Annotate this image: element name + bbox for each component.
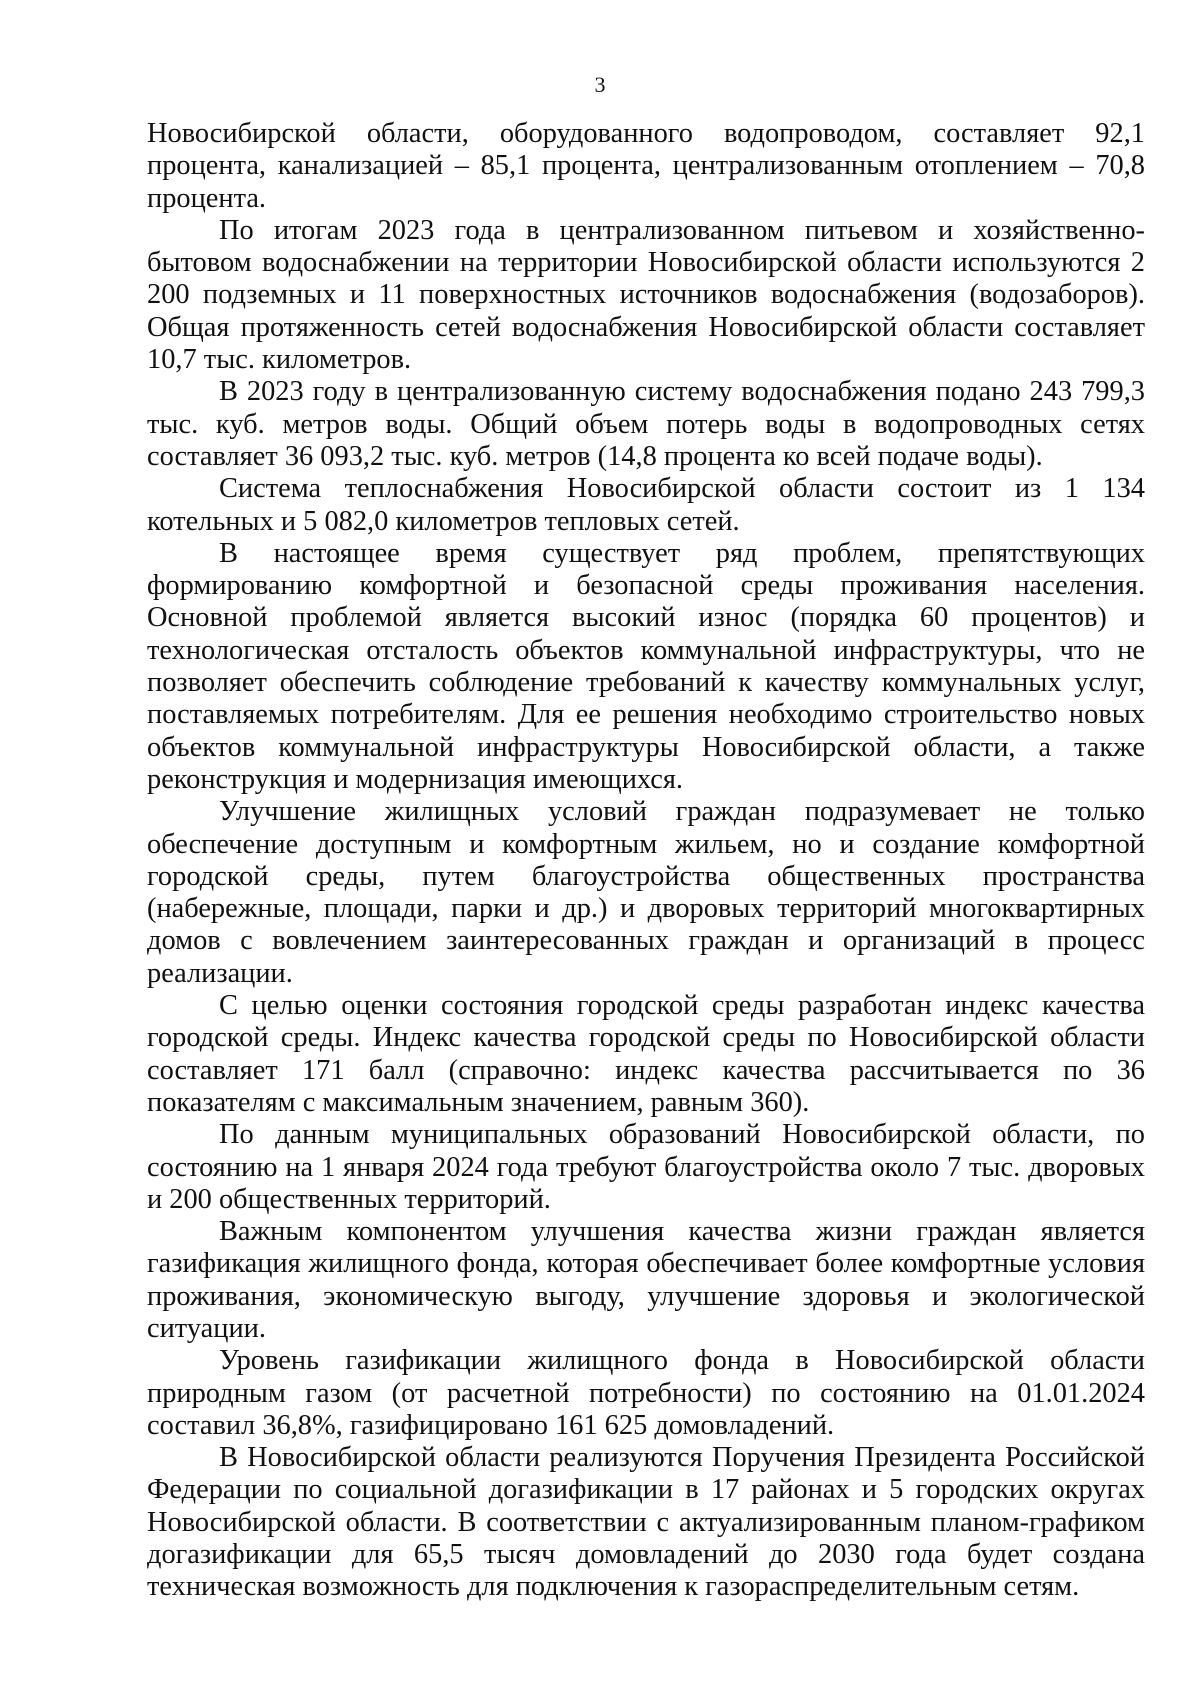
paragraph-water-supply-sources: По итогам 2023 года в централизованном питьевом и хозяйственно-бытовом водоснабжении на территории Новосибирской области используются 2 200 подземных и 11 поверхностных источников водоснабжения (водозаборов). Общая протяженность сетей водоснабжения Новосибирской области составляет 10,7 тыс. километров. <box>147 214 1145 376</box>
paragraph-urban-environment: Улучшение жилищных условий граждан подразумевает не только обеспечение доступным и комфортным жильем, но и создание комфортной городской среды, путем благоустройства общественных пространства (набережные, площади, парки и др.) и дворовых территорий многоквартирных домов с вовлечением заинтересованных граждан и организаций в процесс реализации. <box>147 796 1145 989</box>
paragraph-gasification-level: Уровень газификации жилищного фонда в Новосибирской области природным газом (от расчетной потребности) по состоянию на 01.01.2024 составил 36,8%, газифицировано 161 625 домовладений. <box>147 1345 1145 1441</box>
paragraph-territories-improvement: По данным муниципальных образований Новосибирской области, по состоянию на 1 января 2024 года требуют благоустройства около 7 тыс. дворовых и 200 общественных территорий. <box>147 1119 1145 1215</box>
paragraph-urban-quality-index: С целью оценки состояния городской среды разработан индекс качества городской среды. Индекс качества городской среды по Новосибирской области составляет 171 балл (справочно: индекс качества рассчитывается по 36 показателям с максимальным значением, равным 360). <box>147 990 1145 1118</box>
paragraph-continuation: Новосибирской области, оборудованного водопроводом, составляет 92,1 процента, канализацией – 85,1 процента, централизованным отоплением – 70,8 процента. <box>147 118 1145 214</box>
paragraph-infrastructure-problems: В настоящее время существует ряд проблем, препятствующих формированию комфортной и безопасной среды проживания населения. Основной проблемой является высокий износ (порядка 60 процентов) и технологическая отсталость объектов коммунальной инфраструктуры, что не позволяет обеспечить соблюдение требований к качеству коммунальных услуг, поставляемых потребителям. Для ее решения необходимо строительство новых объектов коммунальной инфраструктуры Новосибирской области, а также реконструкция и модернизация имеющихся. <box>147 537 1145 795</box>
paragraph-social-gasification: В Новосибирской области реализуются Поручения Президента Российской Федерации по социальной догазификации в 17 районах и 5 городских округах Новосибирской области. В соответствии с актуализированным планом-графиком догазификации для 65,5 тысяч домовладений до 2030 года будет создана техническая возможность для подключения к газораспределительным сетям. <box>147 1442 1145 1603</box>
document-body <box>147 118 1145 1604</box>
paragraph-gasification-importance: Важным компонентом улучшения качества жизни граждан является газификация жилищного фонда, которая обеспечивает более комфортные условия проживания, экономическую выгоду, улучшение здоровья и экологической ситуации. <box>147 1216 1145 1344</box>
page-number: 3 <box>594 72 606 97</box>
paragraph-heating-system: Система теплоснабжения Новосибирской области состоит из 1 134 котельных и 5 082,0 километров тепловых сетей. <box>147 473 1145 537</box>
paragraph-water-losses: В 2023 году в централизованную систему водоснабжения подано 243 799,3 тыс. куб. метров воды. Общий объем потерь воды в водопроводных сетях составляет 36 093,2 тыс. куб. метров (14,8 процента ко всей подаче воды). <box>147 376 1145 472</box>
